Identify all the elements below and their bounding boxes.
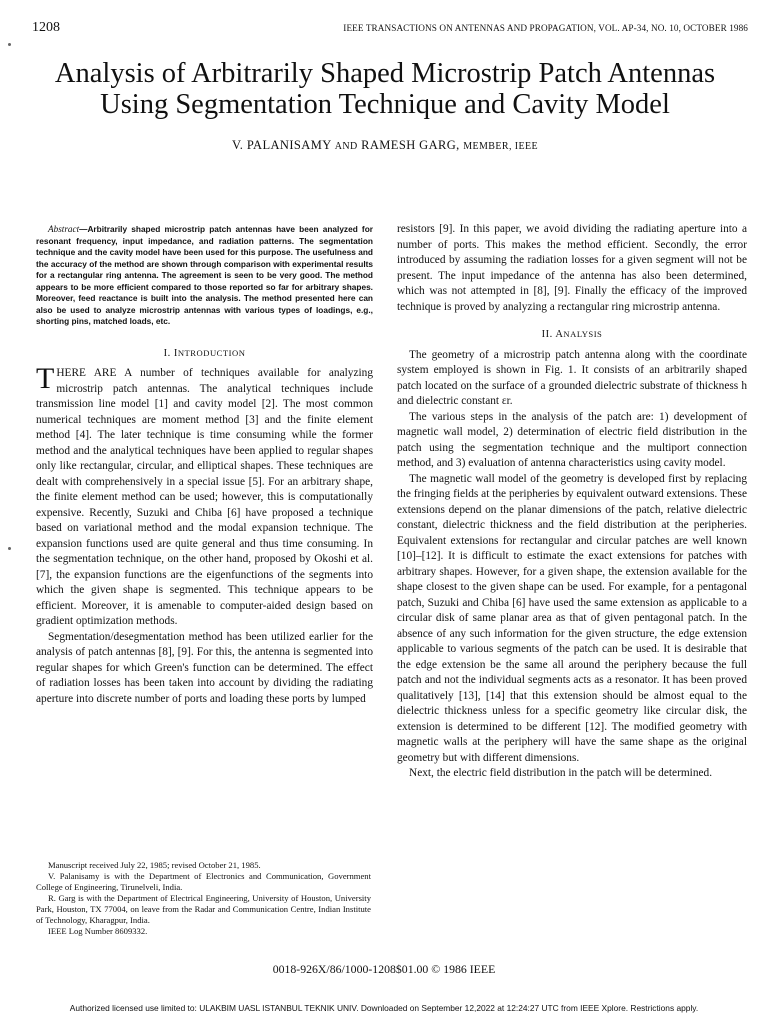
analysis-paragraph-2: The various steps in the analysis of the patch are: 1) development of magnetic wall model, 2) determination of electric field distribution in the patch using the segmentation technique and the multiport connection method, and 3) evaluation of antenna characteristics using cavity model.	[397, 410, 747, 469]
author-line	[40, 138, 730, 153]
intro-paragraph-1: THERE ARE A number of techniques available for analyzing microstrip patch antennas. The analytical techniques include transmission line model [1] and cavity model [2]. The most common numerical techniques are moment method [3] and the finite element method [4]. The later technique is time consuming while the former method and the analytical techniques have been applied to regular shapes only like rectangular, circular, and elliptical shapes. These techniques are dealt with comprehensively in a special issue [5]. For an arbitrary shape, the finite element method can be used; however, this is computationally expensive. Recently, Suzuki and Chiba [6] have proposed a technique based on variational method and the modal expansion technique. The expansion functions used are quite general and thus time consuming. In the segmentation technique, on the other hand, proposed by Okoshi et al. [7], the expansion functions are the eigenfunctions of the segments into which the given shape is segmented. This technique appears to be efficient. Moreover, it is amenable to computer-aided design based on gradient optimization methods.	[36, 362, 373, 627]
author-membership: MEMBER, IEEE	[463, 141, 539, 152]
footnotes	[36, 860, 371, 937]
section-heading-introduction: I. INTRODUCTION	[163, 347, 246, 359]
scan-speck	[8, 43, 11, 46]
author-conjunction: AND	[334, 141, 358, 152]
drop-cap: T	[36, 362, 55, 395]
abstract	[36, 224, 373, 328]
title-block	[40, 58, 730, 153]
authorized-use-notice: Authorized licensed use limited to: ULAKBIM UASL ISTANBUL TEKNIK UNIV. Downloaded on September 12,2022 at 12:24:27 UTC from IEEE Xplore. Restrictions apply.	[69, 1003, 699, 1013]
analysis-paragraph-4: Next, the electric field distribution in the patch will be determined.	[409, 767, 713, 779]
copyright-line: 0018-926X/86/1000-1208$01.00 © 1986 IEEE	[272, 962, 496, 976]
left-column	[36, 224, 373, 707]
running-header	[32, 20, 748, 40]
author-2: RAMESH GARG,	[361, 138, 460, 152]
intro-continuation: resistors [9]. In this paper, we avoid dividing the radiating aperture into a number of ports. This makes the method efficient. Secondly, the error introduced by assuming the radiation losses for a given segment will not be present. The input impedance of the antenna has also been determined, which was not attempted in [8], [9]. Finally the efficacy of the improved technique is proved by analyzing a rectangular ring microstrip antenna.	[397, 223, 747, 313]
journal-citation: IEEE TRANSACTIONS ON ANTENNAS AND PROPAGATION, VOL. AP-34, NO. 10, OCTOBER 1986	[343, 23, 748, 33]
author-1: V. PALANISAMY	[231, 138, 332, 152]
paper-title: Analysis of Arbitrarily Shaped Microstrip Patch Antennas Using Segmentation Technique and Cavity Model	[54, 58, 716, 120]
analysis-paragraph-1: The geometry of a microstrip patch antenna along with the coordinate system employed is shown in Fig. 1. It consists of an arbitrarily shaped patch located on the surface of a grounded dielectric substrate of thickness h and dielectric constant εr.	[397, 348, 747, 407]
page-number: 1208	[32, 20, 60, 35]
scan-speck	[8, 547, 11, 550]
right-column	[397, 222, 747, 782]
intro-paragraph-2: Segmentation/desegmentation method has been utilized earlier for the analysis of patch antennas [8], [9]. For this, the antenna is segmented into regular shapes for which Green's function can be determined. The effect of radiation losses has been taken into account by dividing the radiating aperture into discrete number of ports and loading these ports by lumped	[36, 630, 373, 705]
footnote-received: Manuscript received July 22, 1985; revised October 21, 1985.	[48, 860, 261, 870]
footnote-author-1: V. Palanisamy is with the Department of Electronics and Communication, Government College of Engineering, Tirunelveli, India.	[36, 871, 371, 892]
footnote-log-number: IEEE Log Number 8609332.	[48, 926, 148, 936]
section-heading-analysis: II. ANALYSIS	[541, 329, 603, 340]
analysis-paragraph-3: The magnetic wall model of the geometry is developed first by replacing the fringing fields at the peripheries by equivalent outward extensions. These extensions depend on the planar dimensions of the patch, relative dielectric constant, dielectric thickness and the field distribution at the peripheries. Equivalent extensions for rectangular and circular patches are well known [10]–[12]. It is difficult to estimate the exact extensions for patches with arbitrary shapes. However, for a given shape, the extension available for the shape closest to the given shape can be used. For example, for a pentagonal patch, Suzuki and Chiba [6] have used the same extension as applicable to a circular disk of same planar area as that of given pentagonal patch. In the absence of any such information for the given structure, the edge extension applicable to various segments of the patch can be used. It is desirable that the edge extension be the same all around the periphery because the full patch and not the individual segments acts as a resonator. It has been proved qualitatively [13], [14] that this extension should be almost equal to the dielectric thickness unless for a specific geometry like circular disk, the extension is determined to be different [12]. The modified geometry with magnetic walls at the periphery will have the same shape as the original geometry but with different dimensions.	[397, 472, 747, 764]
abstract-label: Abstract	[48, 224, 80, 234]
abstract-text: —Arbitrarily shaped microstrip patch antennas have been analyzed for resonant frequency, input impedance, and radiation patterns. The segmentation technique and the cavity model have been used for this purpose. The usefulness and the accuracy of the method are shown through comparison with experimental results for a rectangular ring antenna. The agreement is seen to be very good. The method appears to be more efficient compared to those reported so far for arbitrary shapes. Moreover, feed reactance is built into the analysis. The method presented here can also be used to analyze microstrip antennas with various types of loadings, e.g., shorting pins, matched loads, etc.	[36, 224, 373, 326]
footnote-author-2: R. Garg is with the Department of Electrical Engineering, University of Houston, University Park, Houston, TX 77004, on leave from the Radar and Communication Centre, Indian Institute of Technology, Kharagpur, India.	[36, 893, 371, 925]
